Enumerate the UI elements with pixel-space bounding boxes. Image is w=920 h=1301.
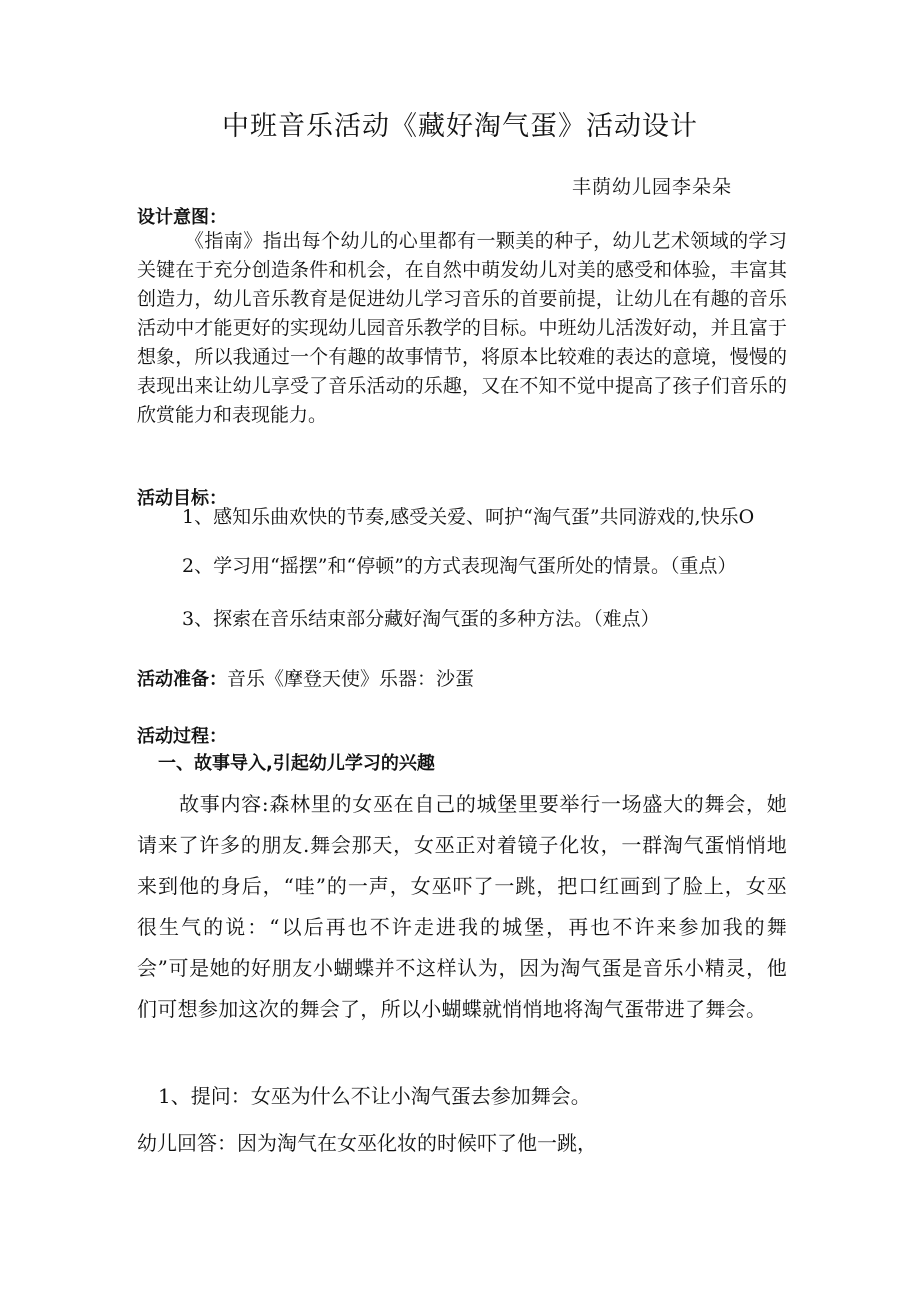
question-line: 1、提问：女巫为什么不让小淘气蛋去参加舞会。 [158, 1084, 591, 1108]
preparation-line [137, 664, 474, 691]
design-intent-heading: 设计意图： [137, 207, 227, 228]
document-title: 中班音乐活动《藏好淘气蛋》活动设计 [222, 111, 698, 142]
answer-line: 幼儿回答：因为淘气在女巫化妆的时候吓了他一跳， [137, 1131, 597, 1155]
document-author: 丰荫幼儿园李朵朵 [572, 176, 733, 198]
preparation-text: 音乐《摩登天使》乐器：沙蛋 [227, 668, 475, 690]
design-intent-body: 《指南》指出每个幼儿的心里都有一颗美的种子，幼儿艺术领域的学习关键在于充分创造条件和机会，在自然中萌发幼儿对美的感受和体验，丰富其创造力，幼儿音乐教育是促进幼儿学习音乐的首要前提，让幼儿在有趣的音乐活动中才能更好的实现幼儿园音乐教学的目标。中班幼儿活泼好动，并且富于想象，所以我通过一个有趣的故事情节，将原本比较难的表达的意境，慢慢的表现出来让幼儿享受了音乐活动的乐趣，又在不知不觉中提高了孩子们音乐的欣赏能力和表现能力。 [137, 230, 787, 426]
preparation-label: 活动准备： [137, 669, 227, 690]
process-step1-heading: 一、故事导入,引起幼儿学习的兴趣 [158, 753, 435, 774]
goals-heading: 活动目标： [137, 488, 227, 509]
goal-item-3: 3、探索在音乐结束部分藏好淘气蛋的多种方法。（难点） [182, 608, 660, 630]
goal-item-2: 2、学习用“摇摆”和“停顿”的方式表现淘气蛋所处的情景。（重点） [182, 555, 737, 577]
process-heading: 活动过程： [137, 726, 227, 747]
goal-item-1: 1、感知乐曲欢快的节奏,感受关爱、呵护“淘气蛋”共同游戏的,快乐O [182, 506, 755, 528]
story-paragraph: 故事内容:森林里的女巫在自己的城堡里要举行一场盛大的舞会，她请来了许多的朋友.舞会那天，女巫正对着镜子化妆，一群淘气蛋悄悄地来到他的身后，“哇”的一声，女巫吓了一跳，把口红画到了脸上，女巫很生气的说：“以后再也不许走进我的城堡，再也不许来参加我的舞会”可是她的好朋友小蝴蝶并不这样认为，因为淘气蛋是音乐小精灵，他们可想参加这次的舞会了，所以小蝴蝶就悄悄地将淘气蛋带进了舞会。 [137, 792, 787, 1021]
